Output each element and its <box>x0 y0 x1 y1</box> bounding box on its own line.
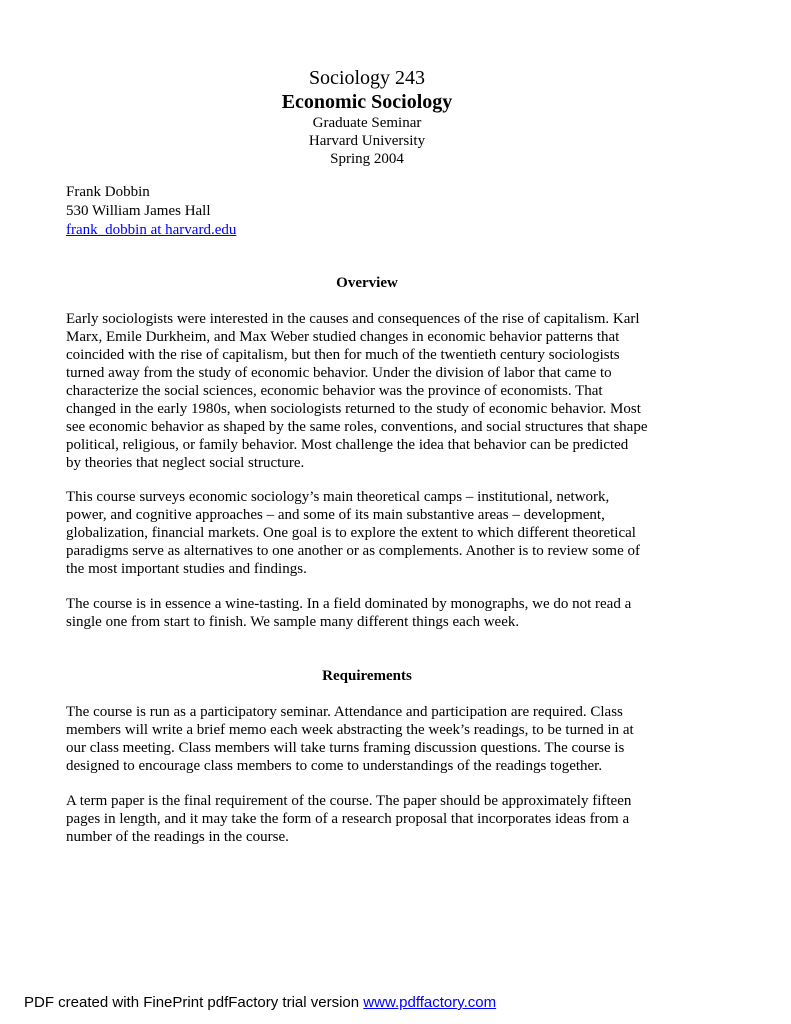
instructor-name: Frank Dobbin <box>66 184 150 200</box>
seminar-type: Graduate Seminar <box>312 115 422 131</box>
requirements-paragraph-1: The course is run as a participatory seminar. Attendance and participation are required. Class members will write a brief memo each week abstracting the week’s readings, to be turned in at our class meeting. Class members will take turns framing discussion questions. The course is designed to encourage class members to come to understandings of the readings together. <box>66 704 634 774</box>
overview-paragraph-2: This course surveys economic sociology’s main theoretical camps – institutional, network, power, and cognitive approaches – and some of its main substantive areas – development, globalization, financial markets. One goal is to explore the extent to which different theoretical paradigms serve as alternatives to one another or as complements. Another is to review some of the most important studies and findings. <box>66 489 640 577</box>
course-header <box>0 66 734 168</box>
university-name: Harvard University <box>308 133 426 149</box>
course-title: Economic Sociology <box>281 91 453 113</box>
overview-heading: Overview <box>336 275 398 291</box>
instructor-office: 530 William James Hall <box>66 203 211 219</box>
course-number: Sociology 243 <box>308 67 426 89</box>
requirements-paragraph-2: A term paper is the final requirement of the course. The paper should be approximately fifteen pages in length, and it may take the form of a research proposal that incorporates ideas from a number of the readings in the course. <box>66 793 632 845</box>
instructor-block <box>66 183 236 240</box>
overview-paragraph-1: Early sociologists were interested in the causes and consequences of the rise of capitalism. Karl Marx, Emile Durkheim, and Max Weber studied changes in economic behavior patterns that coincided with the rise of capitalism, but then for much of the twentieth century sociologists turned away from the study of economic behavior. Under the division of labor that came to characterize the social sciences, economic behavior was the province of economists. That changed in the early 1980s, when sociologists returned to the study of economic behavior. Most see economic behavior as shaped by the same roles, conventions, and social structures that shape political, religious, or family behavior. Most challenge the idea that behavior can be predicted by theories that neglect social structure. <box>66 311 648 471</box>
footer-link[interactable]: www.pdffactory.com <box>363 994 497 1011</box>
overview-paragraph-3: The course is in essence a wine-tasting. In a field dominated by monographs, we do not read a single one from start to finish. We sample many different things each week. <box>66 596 632 630</box>
term: Spring 2004 <box>330 151 404 167</box>
instructor-email-link[interactable]: frank_dobbin at harvard.edu <box>66 222 237 238</box>
footer-text: PDF created with FinePrint pdfFactory trial version <box>24 994 364 1011</box>
requirements-heading: Requirements <box>322 668 412 684</box>
pdf-footer <box>24 994 496 1012</box>
